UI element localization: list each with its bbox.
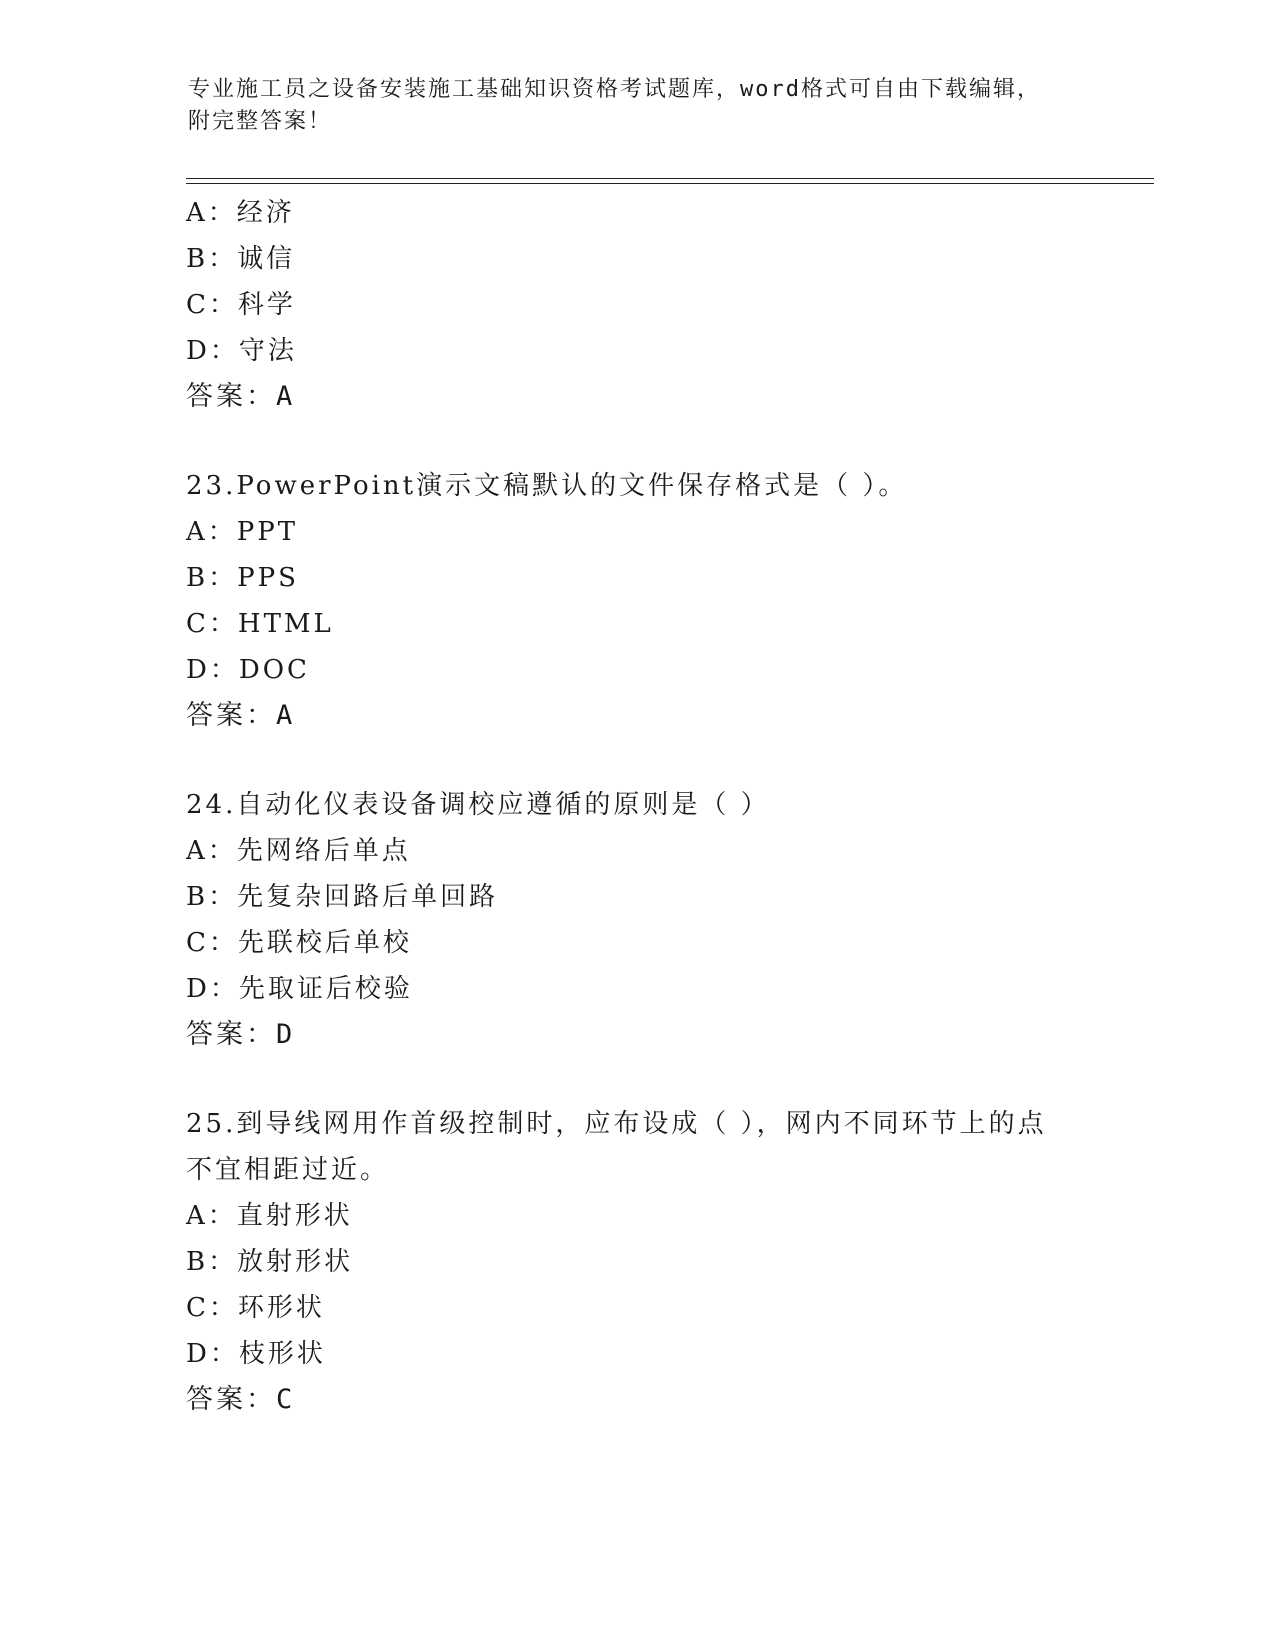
option-b: B：先复杂回路后单回路 <box>186 882 499 912</box>
option-a: A：PPT <box>186 517 299 547</box>
option-d: D：DOC <box>186 655 310 685</box>
header-divider-bottom <box>186 183 1154 184</box>
option-d: D：守法 <box>186 336 297 366</box>
option-d: D：先取证后校验 <box>186 974 413 1004</box>
answer-value: A <box>276 700 296 731</box>
option-c: C：环形状 <box>186 1293 325 1323</box>
option-c: C：HTML <box>186 609 334 639</box>
option-a: A：经济 <box>186 198 295 228</box>
answer-line <box>186 374 1086 420</box>
option-b: B：诚信 <box>186 244 296 274</box>
question-text-line-2: 不宜相距过近。 <box>186 1155 390 1185</box>
question-25 <box>186 1101 1086 1423</box>
answer-value: A <box>276 381 296 412</box>
question-list <box>186 190 1086 1423</box>
answer-line <box>186 693 1086 739</box>
question-text: 24.自动化仪表设备调校应遵循的原则是（ ） <box>186 790 770 820</box>
answer-label: 答案： <box>186 1019 276 1050</box>
header-line-2: 附完整答案！ <box>188 109 333 134</box>
option-b: B：PPS <box>186 563 299 593</box>
option-a: A：先网络后单点 <box>186 836 411 866</box>
option-d: D：枝形状 <box>186 1339 326 1369</box>
answer-value: D <box>276 1019 296 1050</box>
question-24 <box>186 782 1086 1058</box>
option-c: C：先联校后单校 <box>186 928 412 958</box>
document-header <box>188 74 1088 138</box>
question-23 <box>186 463 1086 739</box>
question-22 <box>186 190 1086 420</box>
answer-value: C <box>276 1384 296 1415</box>
answer-label: 答案： <box>186 1384 276 1415</box>
option-b: B：放射形状 <box>186 1247 354 1277</box>
answer-label: 答案： <box>186 700 276 731</box>
header-line-1: 专业施工员之设备安装施工基础知识资格考试题库，word格式可自由下载编辑， <box>188 77 1041 102</box>
answer-label: 答案： <box>186 381 276 412</box>
header-divider-top <box>186 178 1154 179</box>
answer-line <box>186 1377 1086 1423</box>
option-a: A：直射形状 <box>186 1201 353 1231</box>
option-c: C：科学 <box>186 290 296 320</box>
question-text-line-1: 25.到导线网用作首级控制时，应布设成（ ），网内不同环节上的点 <box>186 1109 1047 1139</box>
answer-line <box>186 1012 1086 1058</box>
question-text: 23.PowerPoint演示文稿默认的文件保存格式是（ ）。 <box>186 471 908 501</box>
